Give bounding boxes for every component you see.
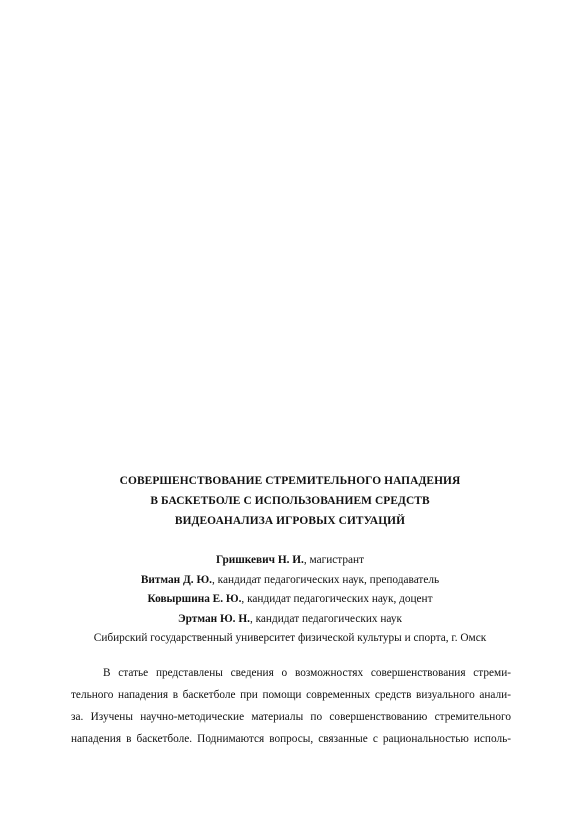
abstract-paragraph (71, 662, 511, 750)
author-line-2 (0, 571, 580, 591)
author-line-3 (0, 590, 580, 610)
title-line-1: СОВЕРШЕНСТВОВАНИЕ СТРЕМИТЕЛЬНОГО НАПАДЕНИЯ (119, 475, 461, 487)
author-role: , кандидат педагогических наук, доцент (241, 593, 433, 605)
title-line-3: ВИДЕОАНАЛИЗА ИГРОВЫХ СИТУАЦИЙ (174, 515, 406, 527)
author-role: , кандидат педагогических наук (249, 612, 402, 625)
author-block (0, 551, 580, 649)
author-line-4 (0, 610, 580, 630)
abstract-line-3: за. Изучены научно-методические материалы по совершенствованию стремительного (71, 711, 511, 723)
author-line-1 (0, 551, 580, 571)
abstract-line-4: нападения в баскетболе. Поднимаются вопросы, связанные с рациональностью исполь- (71, 733, 511, 745)
author-role: , магистрант (303, 554, 365, 566)
author-name: Витман Д. Ю. (140, 573, 212, 586)
article-title (0, 471, 580, 531)
author-role: , кандидат педагогических наук, преподаватель (212, 573, 440, 586)
affiliation: Сибирский государственный университет физической культуры и спорта, г. Омск (93, 632, 487, 644)
author-name: Эртман Ю. Н. (178, 612, 250, 625)
author-name: Ковыршина Е. Ю. (147, 593, 242, 605)
abstract-line-2: тельного нападения в баскетболе при помощи современных средств визуального анали- (71, 689, 511, 701)
title-line-2: В БАСКЕТБОЛЕ С ИСПОЛЬЗОВАНИЕМ СРЕДСТВ (150, 495, 430, 507)
abstract-line-1: В статье представлены сведения о возможностях совершенствования стреми- (103, 667, 511, 679)
author-name: Гришкевич Н. И. (215, 554, 304, 566)
